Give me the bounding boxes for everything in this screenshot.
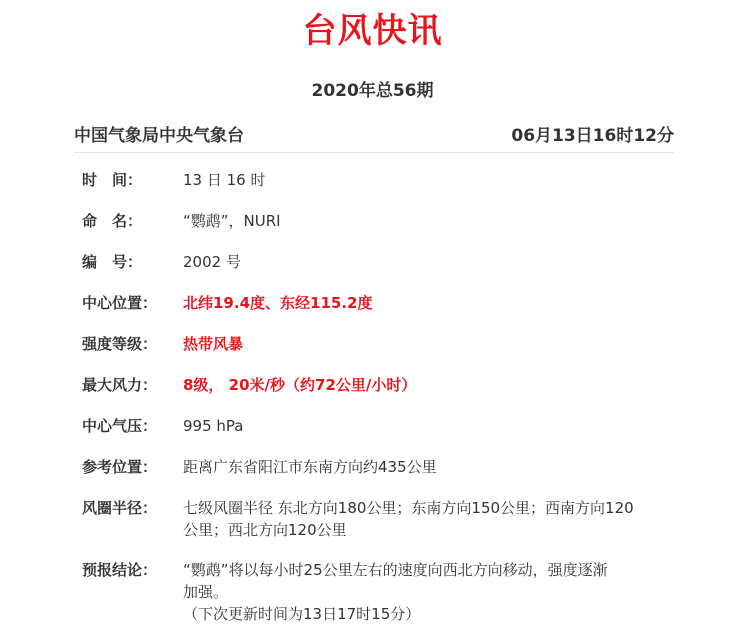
issue-number: 2020年总56期 [311, 81, 434, 101]
field-value: 2002 号 [183, 253, 241, 271]
field-value [183, 497, 663, 541]
value-line: “鹦鹉”将以每小时25公里左右的速度向西北方向移动，强度逐渐 [183, 561, 608, 579]
field-label: 命 名： [82, 212, 143, 230]
page-title: 台风快讯 [302, 11, 443, 51]
field-value [183, 559, 663, 625]
field-label: 时 间： [82, 171, 143, 189]
field-label: 中心位置： [82, 294, 158, 312]
field-label: 最大风力： [82, 376, 158, 394]
agency-name: 中国气象局中央气象台 [74, 126, 244, 146]
field-value: 8级， 20米/秒（约72公里/小时） [183, 376, 417, 394]
field-label: 中心气压： [82, 417, 158, 435]
field-label: 参考位置： [82, 458, 158, 476]
field-value: 995 hPa [183, 417, 244, 435]
field-label: 预报结论： [82, 561, 158, 579]
field-label: 编 号： [82, 253, 143, 271]
value-line: 七级风圈半径 东北方向180公里；东南方向150公里；西南方向120 [183, 499, 634, 517]
field-value: 热带风暴 [183, 335, 244, 353]
field-label: 风圈半径： [82, 499, 158, 517]
field-value: 距离广东省阳江市东南方向约435公里 [183, 458, 437, 476]
value-line: 公里；西北方向120公里 [183, 521, 347, 539]
value-line: 加强。 [183, 583, 229, 601]
field-label: 强度等级： [82, 335, 158, 353]
field-value: 13 日 16 时 [183, 171, 266, 189]
issued-time: 06月13日16时12分 [511, 126, 674, 146]
value-line: （下次更新时间为13日17时15分） [183, 605, 421, 623]
field-value: “鹦鹉”，NURI [183, 212, 281, 230]
agency-header [74, 122, 674, 153]
field-value: 北纬19.4度、东经115.2度 [183, 294, 373, 312]
